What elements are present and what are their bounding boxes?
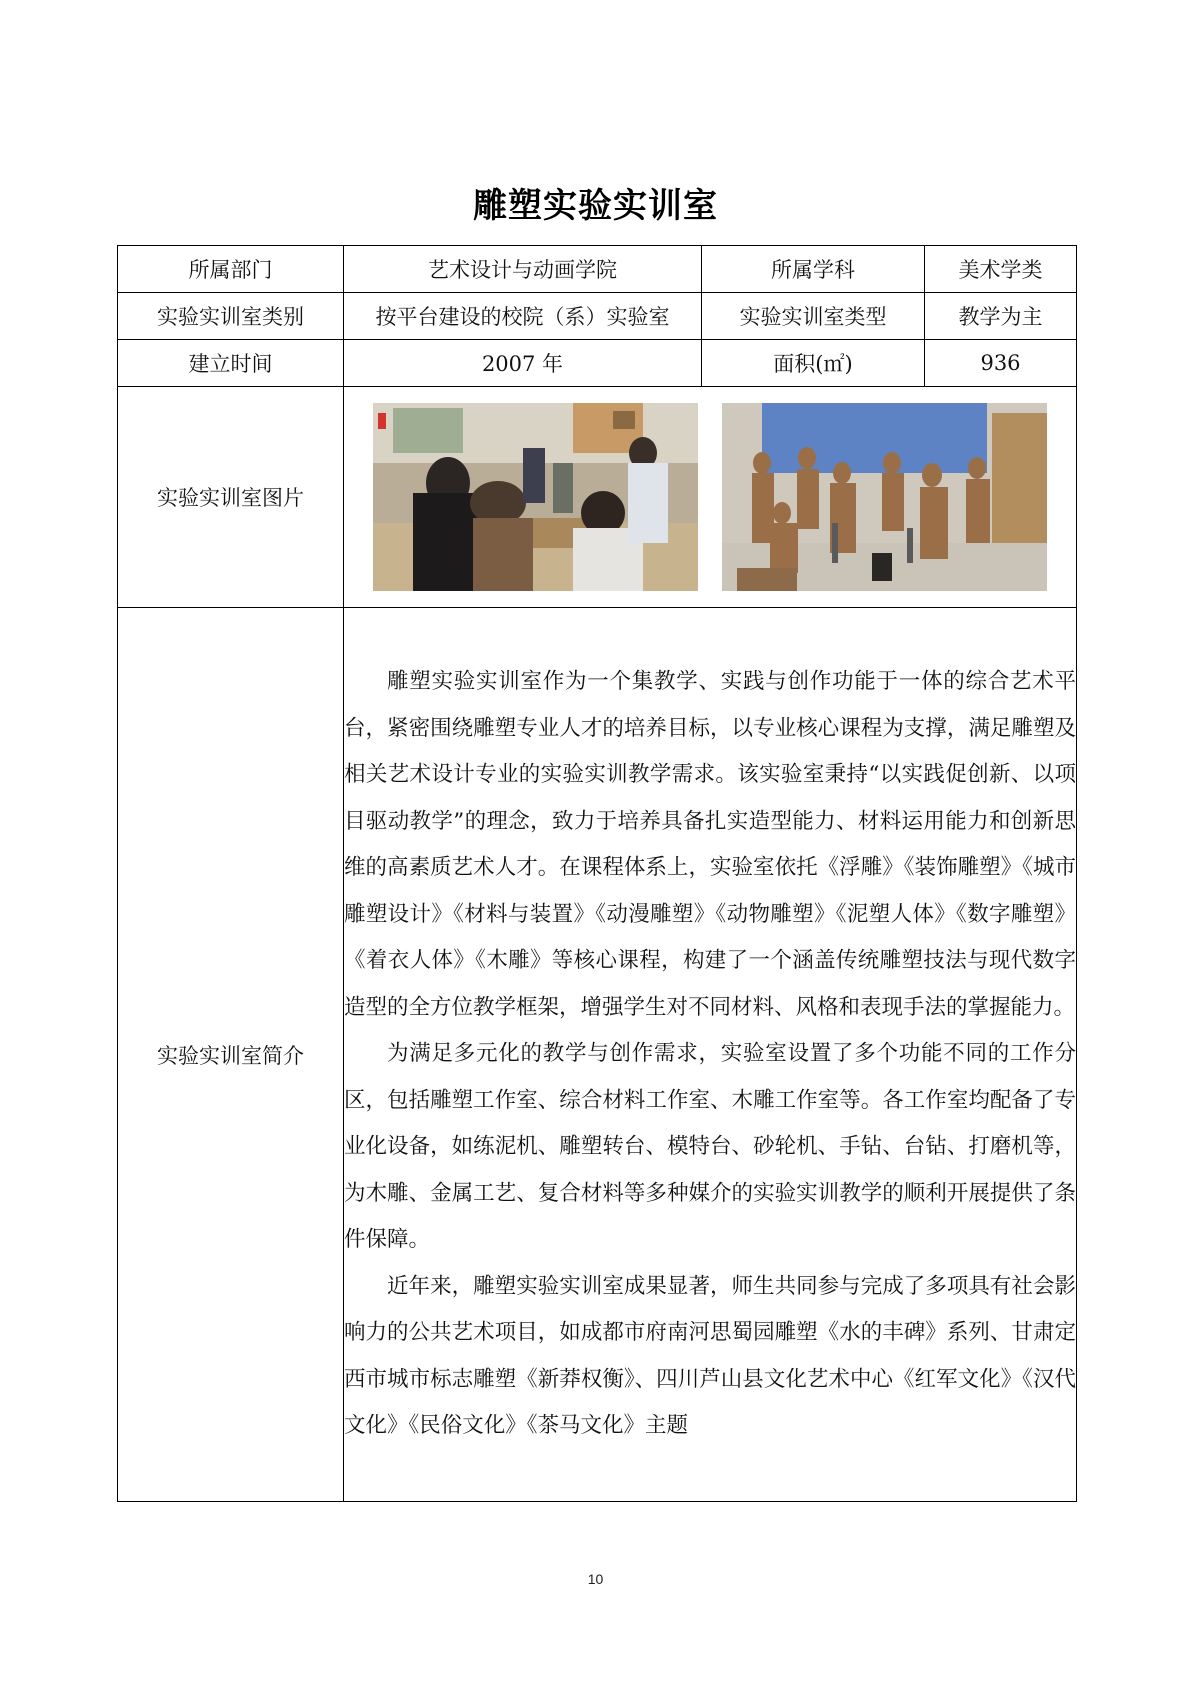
discipline-label: 所属学科 <box>702 246 925 293</box>
sculpture-studio-photo <box>722 403 1047 591</box>
table-row <box>118 608 1077 1502</box>
department-value: 艺术设计与动画学院 <box>344 246 702 293</box>
table-row <box>118 387 1077 608</box>
classroom-photo <box>373 403 698 591</box>
lab-info-table <box>117 245 1077 1502</box>
intro-cell <box>344 608 1077 1502</box>
area-label: 面积(㎡) <box>702 340 925 387</box>
established-label: 建立时间 <box>118 340 344 387</box>
lab-type-value: 教学为主 <box>925 293 1077 340</box>
intro-paragraph-1: 雕塑实验实训室作为一个集教学、实践与创作功能于一体的综合艺术平台，紧密围绕雕塑专业人才的培养目标，以专业核心课程为支撑，满足雕塑及相关艺术设计专业的实验实训教学需求。该实验室秉持“以实践促创新、以项目驱动教学”的理念，致力于培养具备扎实造型能力、材料运用能力和创新思维的高素质艺术人才。在课程体系上，实验室依托《浮雕》《装饰雕塑》《城市雕塑设计》《材料与装置》《动漫雕塑》《动物雕塑》《泥塑人体》《数字雕塑》《着衣人体》《木雕》等核心课程，构建了一个涵盖传统雕塑技法与现代数字造型的全方位教学框架，增强学生对不同材料、风格和表现手法的掌握能力。 <box>344 669 1076 1020</box>
area-value: 936 <box>925 340 1077 387</box>
lab-category-value: 按平台建设的校院（系）实验室 <box>344 293 702 340</box>
intro-paragraph-2: 为满足多元化的教学与创作需求，实验室设置了多个功能不同的工作分区，包括雕塑工作室、综合材料工作室、木雕工作室等。各工作室均配备了专业化设备，如练泥机、雕塑转台、模特台、砂轮机、手钻、台钻、打磨机等，为木雕、金属工艺、复合材料等多种媒介的实验实训教学的顺利开展提供了条件保障。 <box>344 1041 1076 1253</box>
lab-category-label: 实验实训室类别 <box>118 293 344 340</box>
page-title: 雕塑实验实训室 <box>473 186 718 226</box>
photos-label: 实验实训室图片 <box>118 387 344 608</box>
page-number: 10 <box>587 1571 604 1587</box>
photos-cell <box>344 387 1077 608</box>
discipline-value: 美术学类 <box>925 246 1077 293</box>
table-row <box>118 293 1077 340</box>
intro-label: 实验实训室简介 <box>118 608 344 1502</box>
department-label: 所属部门 <box>118 246 344 293</box>
lab-type-label: 实验实训室类型 <box>702 293 925 340</box>
sculpture-studio-photo-image <box>722 403 1047 591</box>
table-row <box>118 340 1077 387</box>
table-row <box>118 246 1077 293</box>
photo-group <box>344 403 1076 591</box>
classroom-photo-image <box>373 403 698 591</box>
established-value: 2007 年 <box>344 340 702 387</box>
intro-paragraph-3: 近年来，雕塑实验实训室成果显著，师生共同参与完成了多项具有社会影响力的公共艺术项目，如成都市府南河思蜀园雕塑《水的丰碑》系列、甘肃定西市城市标志雕塑《新莽权衡》、四川芦山县文化艺术中心《红军文化》《汉代文化》《民俗文化》《茶马文化》主题 <box>344 1273 1076 1439</box>
